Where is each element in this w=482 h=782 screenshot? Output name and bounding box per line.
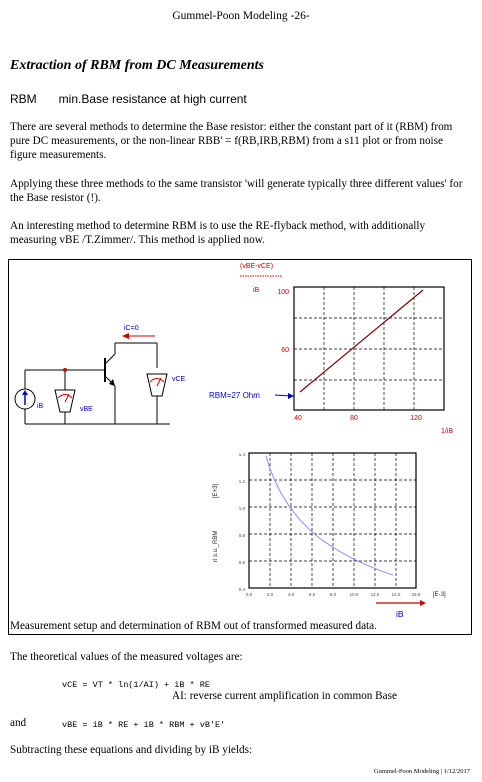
chart1-ytick-60: 60 bbox=[281, 347, 289, 354]
ai-note: AI: reverse current amplification in common Base bbox=[172, 690, 397, 702]
svg-text:2.0: 2.0 bbox=[266, 592, 274, 597]
paragraph-methods: There are several methods to determine the Base resistor: either the constant part of it (RBM) from pure DC measurements, or the non-linear RBB' = f(RB,IRB,RBM) from a s11 plot or from noise figure measurements. bbox=[10, 121, 453, 161]
svg-text:0.0: 0.0 bbox=[245, 592, 253, 597]
chart2-xexp: [E-3] bbox=[433, 592, 446, 598]
chart1-xlabel: 1/iB bbox=[441, 428, 454, 435]
chart1-annotation: RBM=27 Ohm bbox=[209, 391, 260, 400]
svg-text:16.0: 16.0 bbox=[411, 592, 421, 597]
svg-text:1.0: 1.0 bbox=[238, 506, 245, 511]
chart1-ylabel-top: (vBE-vCE) bbox=[240, 263, 274, 270]
base-node bbox=[63, 368, 67, 372]
vce-label: vCE bbox=[172, 376, 186, 383]
equation-vce: vCE = VT * ln(1/AI) + iB * RE bbox=[62, 680, 210, 690]
paragraph-three-values: Applying these three methods to the same transistor 'will generate typically three different values' for the Base resistor (!). bbox=[10, 178, 463, 204]
subtract-text: Subtracting these equations and dividing by iB yields: bbox=[10, 744, 253, 756]
chart2-xlabel: iB bbox=[396, 609, 404, 619]
svg-text:4.0: 4.0 bbox=[287, 592, 295, 597]
vbe-voltmeter bbox=[55, 390, 75, 412]
chart1-xtick-120: 120 bbox=[410, 415, 422, 422]
parameter-name: RBM bbox=[10, 92, 37, 106]
page-footer: Gummel-Poon Modeling | 1/12/2017 bbox=[373, 768, 470, 775]
and-label: and bbox=[10, 717, 27, 729]
figure-caption: Measurement setup and determination of RBM out of transformed measured data. bbox=[10, 620, 377, 632]
section-title: Extraction of RBM from DC Measurements bbox=[10, 58, 264, 73]
chart2-yexp: [E+3] bbox=[213, 483, 219, 498]
svg-text:0.4: 0.4 bbox=[238, 587, 245, 592]
parameter-description: min.Base resistance at high current bbox=[58, 92, 247, 106]
svg-text:0.8: 0.8 bbox=[238, 533, 245, 538]
theory-intro: The theoretical values of the measured voltages are: bbox=[10, 651, 243, 663]
svg-text:1.4: 1.4 bbox=[238, 452, 245, 457]
chart2-plot bbox=[239, 452, 421, 597]
paragraph-re-flyback: An interesting method to determine RBM is to use the RE-flyback method, with additionally measuring vBE /T.Zimmer/. This method is applied now. bbox=[10, 220, 426, 246]
ib-current-source bbox=[15, 370, 35, 424]
chart1-ytick-100: 100 bbox=[277, 289, 289, 296]
chart1-xtick-80: 80 bbox=[350, 415, 358, 422]
chart2-ylabel: ri s.u._RBM bbox=[213, 530, 219, 562]
svg-text:14.0: 14.0 bbox=[391, 592, 401, 597]
page-header: Gummel-Poon Modeling -26- bbox=[172, 10, 310, 22]
svg-text:6.0: 6.0 bbox=[308, 592, 316, 597]
ic-label: iC=0 bbox=[124, 325, 139, 332]
svg-text:1.2: 1.2 bbox=[238, 479, 245, 484]
chart1-ylabel-bottom: iB bbox=[253, 287, 260, 294]
vbe-label: vBE bbox=[80, 406, 93, 413]
svg-text:12.0: 12.0 bbox=[370, 592, 380, 597]
chart1-xtick-40: 40 bbox=[294, 415, 302, 422]
svg-text:10.0: 10.0 bbox=[349, 592, 359, 597]
vce-voltmeter bbox=[147, 374, 167, 396]
equation-vbe: vBE = iB * RE + iB * RBM + vB'E' bbox=[62, 720, 226, 730]
ib-label: iB bbox=[37, 403, 44, 410]
svg-text:8.0: 8.0 bbox=[329, 592, 337, 597]
chart1-plot bbox=[294, 287, 444, 410]
svg-text:0.6: 0.6 bbox=[238, 560, 245, 565]
transistor-symbol bbox=[105, 343, 115, 424]
